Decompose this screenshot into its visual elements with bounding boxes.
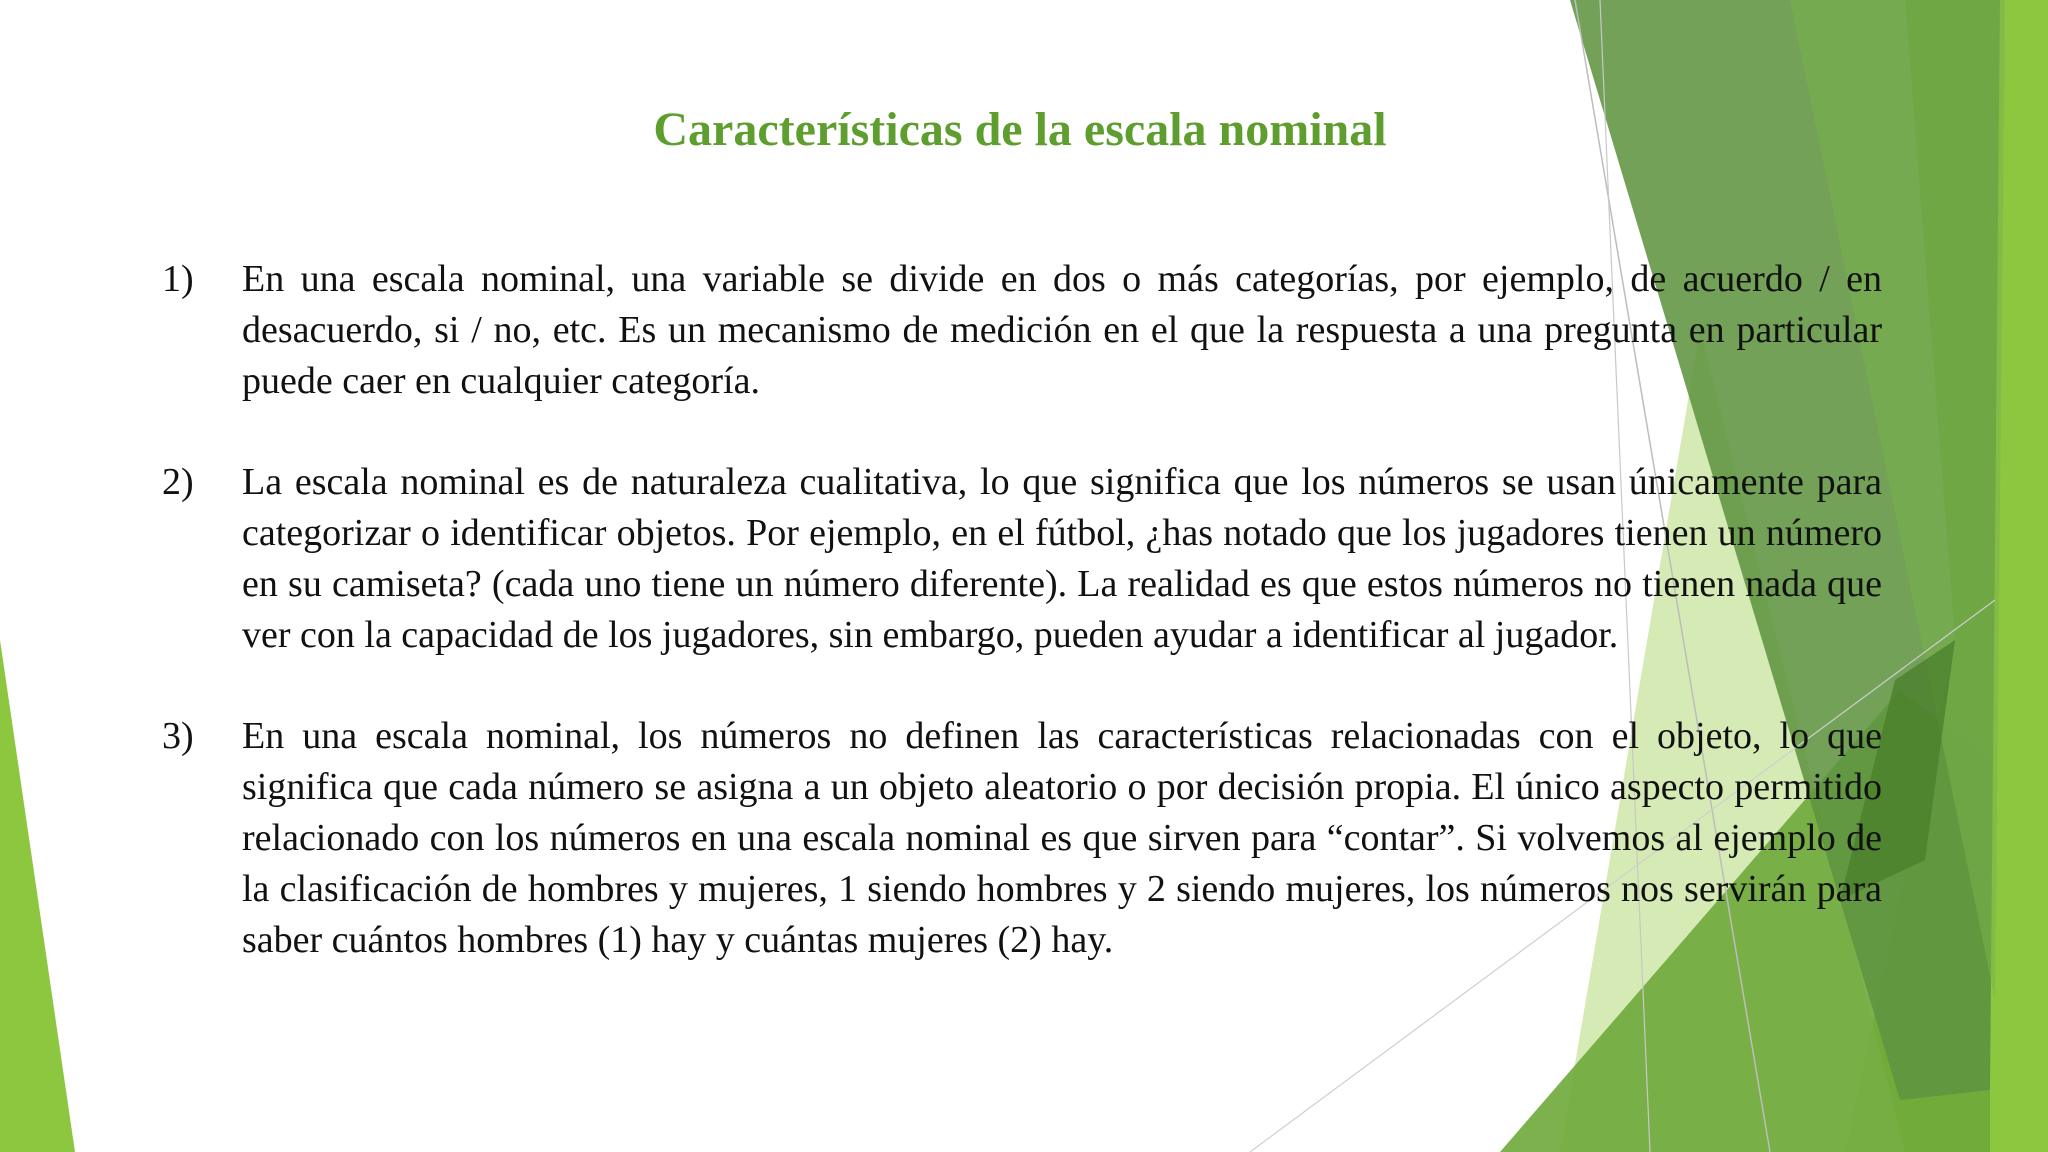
list-item-text: La escala nominal es de naturaleza cualitativa, lo que significa que los números se usan únicamente para categorizar o identificar objetos. Por ejemplo, en el fútbol, ¿has notado que los jugadores tienen un número en su camiseta? (cada uno tiene un número diferente). La realidad es que estos números no tienen nada que ver con la capacidad de los jugadores, sin embargo, pueden ayudar a identificar al jugador. [242, 461, 1882, 656]
list-item [162, 711, 1882, 966]
left-green-sliver [0, 640, 75, 1152]
list-item-number: 1) [162, 258, 194, 300]
list-item-number: 2) [162, 461, 194, 503]
list-item-text: En una escala nominal, los números no definen las características relacionadas con el objeto, lo que significa que cada número se asigna a un objeto aleatorio o por decisión propia. El único aspecto permitido relacionado con los números en una escala nominal es que sirven para “contar”. Si volvemos al ejemplo de la clasificación de hombres y mujeres, 1 siendo hombres y 2 siendo mujeres, los números nos servirán para saber cuántos hombres (1) hay y cuántas mujeres (2) hay. [242, 715, 1882, 961]
list-item [162, 457, 1882, 661]
numbered-list [162, 254, 1882, 966]
slide-title: Características de la escala nominal [653, 103, 1387, 156]
list-item-text: En una escala nominal, una variable se divide en dos o más categorías, por ejemplo, de acuerdo / en desacuerdo, si / no, etc. Es un mecanismo de medición en el que la respuesta a una pregunta en particular puede caer en cualquier categoría. [242, 258, 1882, 402]
list-item-number: 3) [162, 715, 194, 757]
list-item [162, 254, 1882, 407]
